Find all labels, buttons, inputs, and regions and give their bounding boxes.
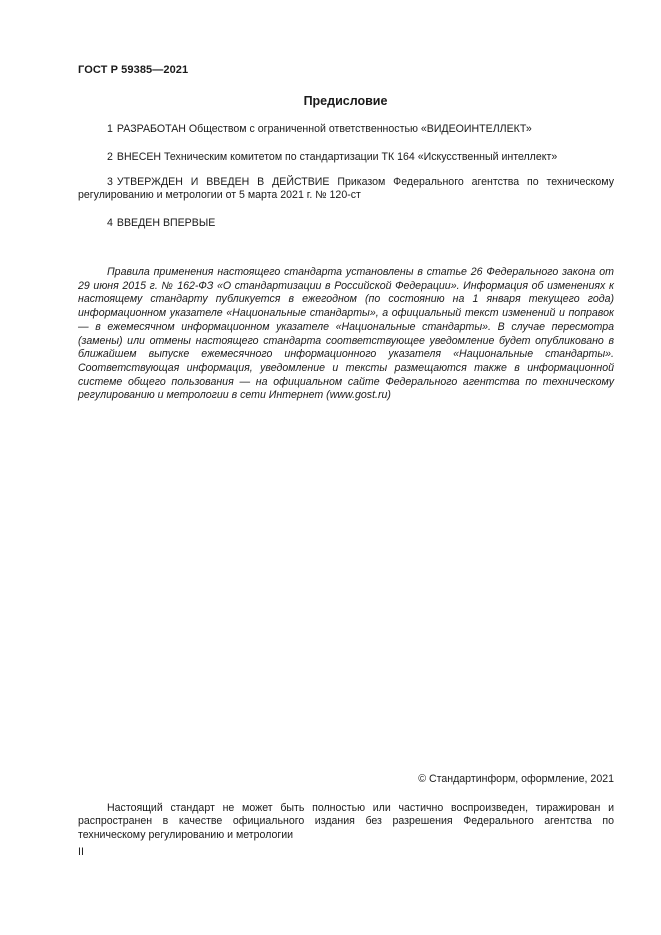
foreword-item-approved [78,176,614,202]
standard-code: ГОСТ Р 59385—2021 [78,64,189,76]
reproduction-notice: Настоящий стандарт не может быть полностью или частично воспроизведен, тиражирован и распространен в качестве официального издания без разрешения Федерального агентства по техническому регулированию и метрологии [78,802,614,841]
item-number: 2 [107,151,113,163]
copyright-line: © Стандартинформ, оформление, 2021 [418,773,614,785]
item-text: ВНЕСЕН Техническим комитетом по стандартизации ТК 164 «Искусственный интеллект» [116,151,558,163]
item-text: ВВЕДЕН ВПЕРВЫЕ [116,217,216,229]
item-number: 3 [107,176,113,188]
foreword-item-introduced [78,151,614,164]
foreword-title: Предисловие [303,94,388,108]
foreword-item-developed [78,123,614,136]
item-number: 4 [107,217,113,229]
item-text: РАЗРАБОТАН Обществом с ограниченной ответственностью «ВИДЕОИНТЕЛЛЕКТ» [116,123,532,135]
item-text: УТВЕРЖДЕН И ВВЕДЕН В ДЕЙСТВИЕ Приказом Федерального агентства по техническому регулированию и метрологии от 5 марта 2021 г. № 120-ст [78,176,614,201]
item-number: 1 [107,123,113,135]
page-number: II [78,846,84,858]
application-rules-notice: Правила применения настоящего стандарта установлены в статье 26 Федерального закона от 29 июня 2015 г. № 162-ФЗ «О стандартизации в Российской Федерации». Информация об изменениях к настоящему стандарту публикуется в ежегодном (по состоянию на 1 января текущего года) информационном указателе «Национальные стандарты», а официальный текст изменений и поправок — в ежемесячном информационном указателе «Национальные стандарты». В случае пересмотра (замены) или отмены настоящего стандарта соответствующее уведомление будет опубликовано в ближайшем выпуске ежемесячного информационного указателя «Национальные стандарты». Соответствующая информация, уведомление и тексты размещаются также в информационной системе общего пользования — на официальном сайте Федерального агентства по техническому регулированию и метрологии в сети Интернет (www.gost.ru) [78,266,614,402]
foreword-item-first-introduced [78,217,614,230]
